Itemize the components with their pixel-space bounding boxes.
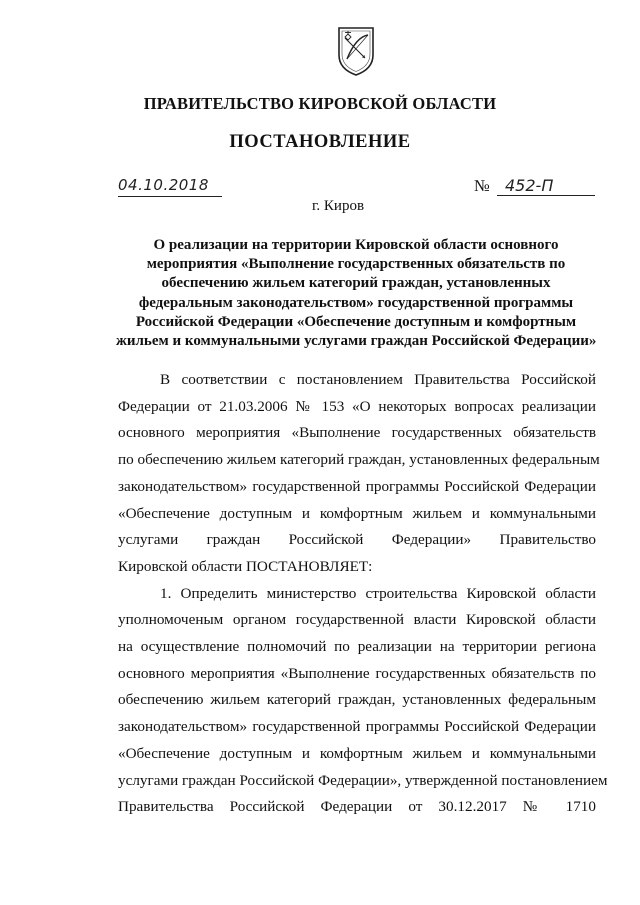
body-line: основного мероприятия «Выполнение государственных обязательств по	[118, 664, 596, 682]
title-line: Российской Федерации «Обеспечение доступным и комфортным	[135, 313, 577, 330]
body-line: услугами граждан Российской Федерации» Правительство	[118, 531, 596, 549]
body-line: В соответствии с постановлением Правительства Российской	[160, 371, 596, 388]
title-line: О реализации на территории Кировской области основного	[153, 237, 559, 253]
body-line: «Обеспечение доступным и комфортным жильем и коммунальными	[118, 744, 596, 762]
number-sign: №	[474, 176, 490, 195]
document-date: 04.10.2018	[118, 176, 222, 197]
body-line: законодательством» государственной программы Российской Федерации	[118, 718, 596, 736]
body-line: на осуществление полномочий по реализации на территории региона	[118, 638, 596, 656]
title-line: обеспечению жильем категорий граждан, установленных	[161, 275, 551, 292]
body-line: «Обеспечение доступным и комфортным жильем и коммунальными	[118, 504, 596, 522]
body-line: по обеспечению жильем категорий граждан, установленных федеральным	[118, 451, 600, 469]
body-line: Правительства Российской Федерации от 30.12.2017 № 1710	[118, 798, 596, 816]
document-type: ПОСТАНОВЛЕНИЕ	[229, 132, 411, 152]
document-body	[118, 367, 608, 821]
body-line: законодательством» государственной программы Российской Федерации	[118, 477, 596, 495]
body-line: Федерации от 21.03.2006 № 153 «О некоторых вопросах реализации	[118, 397, 596, 415]
body-line: основного мероприятия «Выполнение государственных обязательств	[118, 424, 596, 442]
title-line: мероприятия «Выполнение государственных обязательств по	[146, 256, 566, 273]
title-line: федеральным законодательством» государственной программы	[138, 294, 574, 311]
body-line: Кировской области ПОСТАНОВЛЯЕТ:	[118, 557, 373, 575]
body-line: обеспечению жильем категорий граждан, установленных федеральным	[118, 691, 596, 709]
kirov-region-coat-of-arms-icon	[335, 25, 377, 77]
body-line: 1. Определить министерство строительства Кировской области	[160, 584, 596, 602]
body-line: услугами граждан Российской Федерации», утвержденной постановлением	[118, 771, 608, 789]
body-line: уполномоченым органом государственной власти Кировской области	[118, 611, 596, 629]
document-number: 452-П	[497, 176, 595, 196]
city: г. Киров	[311, 198, 365, 214]
government-name: ПРАВИТЕЛЬСТВО КИРОВСКОЙ ОБЛАСТИ	[143, 94, 497, 113]
document-title	[116, 236, 596, 351]
title-line: жильем и коммунальными услугами граждан Российской Федерации»	[116, 333, 597, 350]
